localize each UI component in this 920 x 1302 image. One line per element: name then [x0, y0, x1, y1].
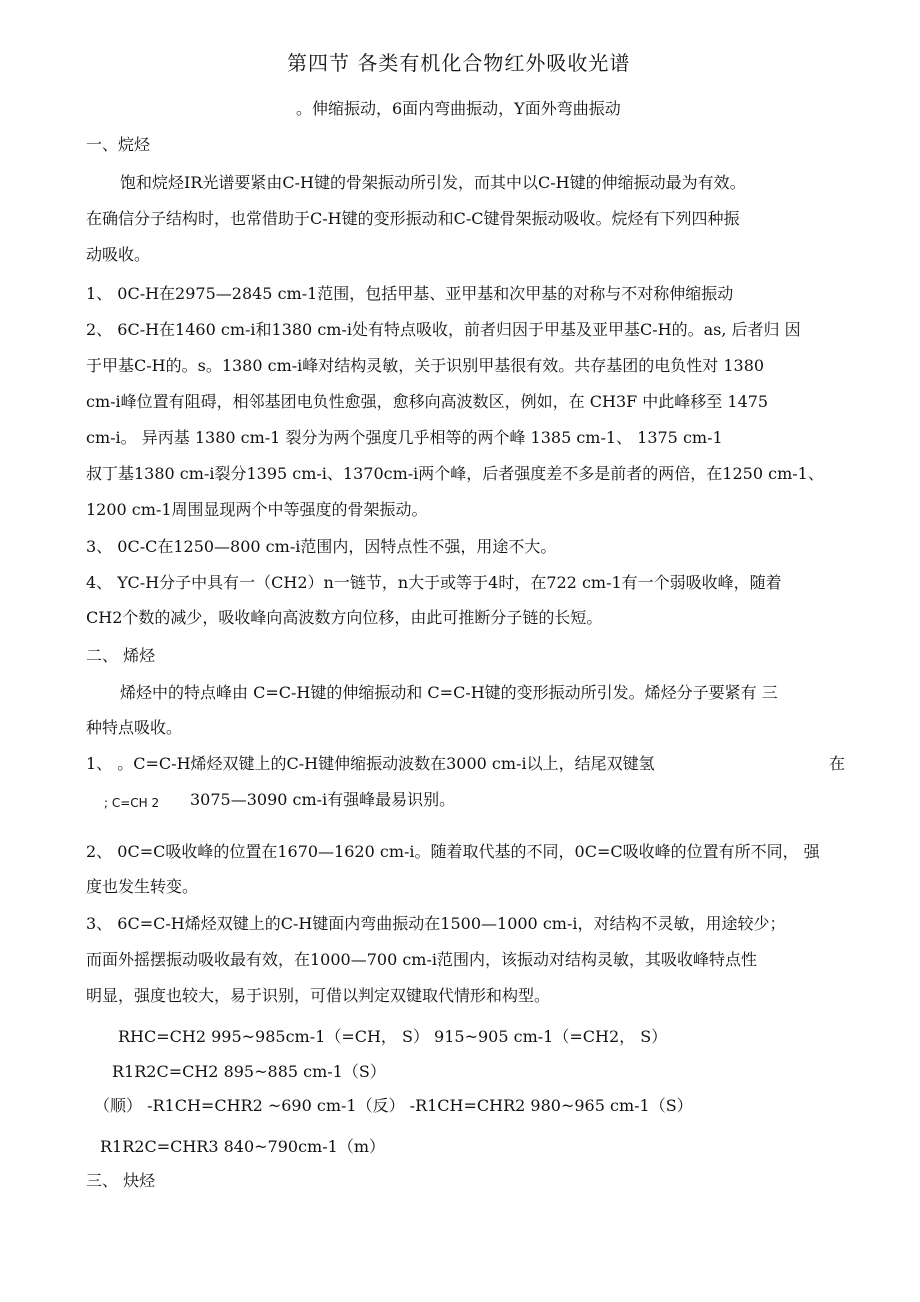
section-heading-alkynes: 三、 炔烃	[86, 1171, 156, 1190]
list-item-line: 明显，强度也较大，易于识别，可借以判定双键取代情形和构型。	[86, 986, 551, 1005]
list-item: 4、 YC-H分子中具有一（CH2）n一链节，n大于或等于4时，在722 cm-1有一个弱吸收峰，随着	[86, 573, 782, 592]
list-item-right-text: 在	[829, 754, 846, 773]
formula-line: R1R2C=CH2 895~885 cm-1（S）	[112, 1062, 386, 1081]
list-item-line: 度也发生转变。	[86, 877, 199, 896]
list-item-line: cm-i。 异丙基 1380 cm-1 裂分为两个强度几乎相等的两个峰 1385 cm-1、 1375 cm-1	[86, 428, 723, 447]
list-item: 2、 0C=C吸收峰的位置在1670—1620 cm-i。随着取代基的不同，0C=C吸收峰的位置有所不同， 强	[86, 842, 820, 861]
list-item-line: cm-i峰位置有阻碍，相邻基团电负性愈强，愈移向高波数区，例如，在 CH3F 中此峰移至 1475	[86, 392, 769, 411]
section-heading-alkenes: 二、 烯烃	[86, 646, 156, 665]
list-item-line: 而面外摇摆振动吸收最有效，在1000—700 cm-i范围内，该振动对结构灵敏，其吸收峰特点性	[86, 950, 758, 969]
list-item: 1、 0C-H在2975—2845 cm-1范围，包括甲基、亚甲基和次甲基的对称与不对称伸缩振动	[86, 284, 734, 303]
list-item: 1、 。C=C-H烯烃双键上的C-H键伸缩振动波数在3000 cm-i以上，结尾双键氢	[86, 754, 655, 773]
list-item-line: 1200 cm-1周围显现两个中等强度的骨架振动。	[86, 500, 428, 519]
list-item-line: 于甲基C-H的。s。1380 cm-i峰对结构灵敏，关于识别甲基很有效。共存基团的电负性对 1380	[86, 356, 765, 375]
page-title: 第四节 各类有机化合物红外吸收光谱	[287, 51, 631, 75]
list-item-line: CH2个数的减少，吸收峰向高波数方向位移，由此可推断分子链的长短。	[86, 608, 603, 627]
list-item: 3、 6C=C-H烯烃双键上的C-H键面内弯曲振动在1500—1000 cm-i，对结构不灵敏，用途较少；	[86, 914, 786, 933]
formula-line: R1R2C=CHR3 840~790cm-1（m）	[100, 1137, 385, 1156]
list-item: 3、 0C-C在1250—800 cm-i范围内，因特点性不强，用途不大。	[86, 537, 557, 556]
list-item: 2、 6C-H在1460 cm-i和1380 cm-i处有特点吸收，前者归因于甲基及亚甲基C-H的。as, 后者归 因	[86, 320, 801, 339]
formula-line: （顺） -R1CH=CHR2 ~690 cm-1（反） -R1CH=CHR2 980~965 cm-1（S）	[94, 1096, 693, 1115]
paragraph-line: 在确信分子结构时，也常借助于C-H键的变形振动和C-C键骨架振动吸收。烷烃有下列四种振	[86, 209, 740, 228]
section-heading-alkanes: 一、烷烃	[86, 135, 151, 154]
list-item-line: 叔丁基1380 cm-i裂分1395 cm-i、1370cm-i两个峰，后者强度差不多是前者的两倍，在1250 cm-1、	[86, 464, 824, 483]
page-subtitle: 。伸缩振动，6面内弯曲振动，Y面外弯曲振动	[296, 99, 621, 118]
list-item-line: 3075—3090 cm-i有强峰最易识别。	[190, 790, 456, 809]
paragraph-line: 烯烃中的特点峰由 C=C-H键的伸缩振动和 C=C-H键的变形振动所引发。烯烃分子要紧有 三	[120, 683, 778, 702]
paragraph-line: 种特点吸收。	[86, 718, 183, 737]
paragraph-line: 动吸收。	[86, 245, 151, 264]
formula-subscript-label: ; C=CH 2	[104, 796, 160, 810]
formula-line: RHC=CH2 995~985cm-1（=CH， S） 915~905 cm-1（=CH2， S）	[118, 1027, 668, 1046]
paragraph-line: 饱和烷烃IR光谱要紧由C-H键的骨架振动所引发，而其中以C-H键的伸缩振动最为有效。	[120, 173, 746, 192]
